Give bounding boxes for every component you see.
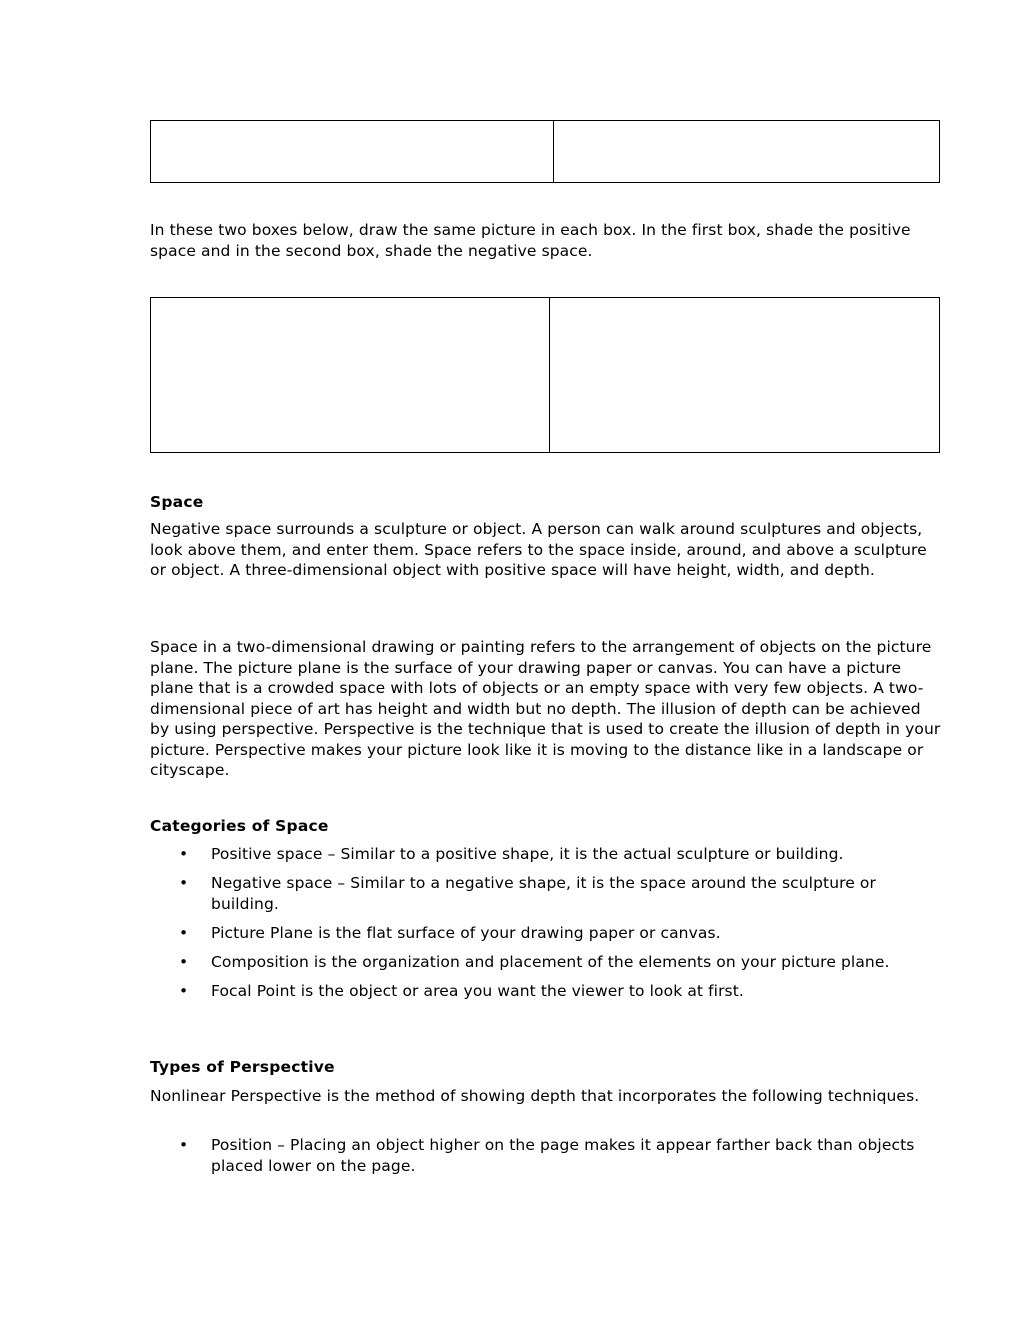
list-item: • Position – Placing an object higher on the page makes it appear farther back than objects placed lower on the page. — [179, 1136, 915, 1175]
top-table-right-cell[interactable] — [554, 121, 939, 182]
perspective-intro: Nonlinear Perspective is the method of showing depth that incorporates the following techniques. — [150, 1087, 920, 1105]
bullet-icon: • — [179, 923, 189, 942]
list-item: • Negative space – Similar to a negative shape, it is the space around the sculpture or building. — [179, 874, 876, 913]
categories-heading: Categories of Space — [150, 817, 329, 835]
bullet-icon: • — [179, 981, 189, 1000]
bullet-icon: • — [179, 952, 189, 971]
space-paragraph-1: Negative space surrounds a sculpture or object. A person can walk around sculptures and objects, look above them, and enter them. Space refers to the space inside, around, and above a sculpture or object. A three-dimensional object with positive space will have height, width, and depth. — [150, 520, 927, 579]
drawing-boxes-table — [150, 297, 940, 453]
top-answer-table — [150, 120, 940, 183]
list-item: • Composition is the organization and placement of the elements on your picture plane. — [179, 952, 890, 971]
positive-space-drawing-box[interactable] — [151, 298, 550, 452]
perspective-heading: Types of Perspective — [150, 1058, 335, 1076]
perspective-list — [150, 1135, 942, 1185]
list-item: • Positive space – Similar to a positive shape, it is the actual sculpture or building. — [179, 845, 844, 863]
negative-space-drawing-box[interactable] — [550, 298, 939, 452]
list-item: • Focal Point is the object or area you want the viewer to look at first. — [179, 981, 744, 1000]
categories-list — [150, 844, 942, 1010]
bullet-icon: • — [179, 1136, 189, 1154]
drawing-instructions: In these two boxes below, draw the same picture in each box. In the first box, shade the positive space and in the second box, shade the negative space. — [150, 221, 911, 260]
bullet-icon: • — [179, 845, 189, 863]
bullet-icon: • — [179, 874, 189, 892]
space-paragraph-2: Space in a two-dimensional drawing or painting refers to the arrangement of objects on the picture plane. The picture plane is the surface of your drawing paper or canvas. You can have a picture plane that is a crowded space with lots of objects or an empty space with very few objects. A two-dimensional piece of art has height and width but no depth. The illusion of depth can be achieved by using perspective. Perspective is the technique that is used to create the illusion of depth in your picture. Perspective makes your picture look like it is moving to the distance like in a landscape or cityscape. — [150, 638, 941, 779]
top-table-left-cell[interactable] — [151, 121, 554, 182]
list-item: • Picture Plane is the flat surface of your drawing paper or canvas. — [179, 923, 721, 942]
space-heading: Space — [150, 493, 204, 511]
